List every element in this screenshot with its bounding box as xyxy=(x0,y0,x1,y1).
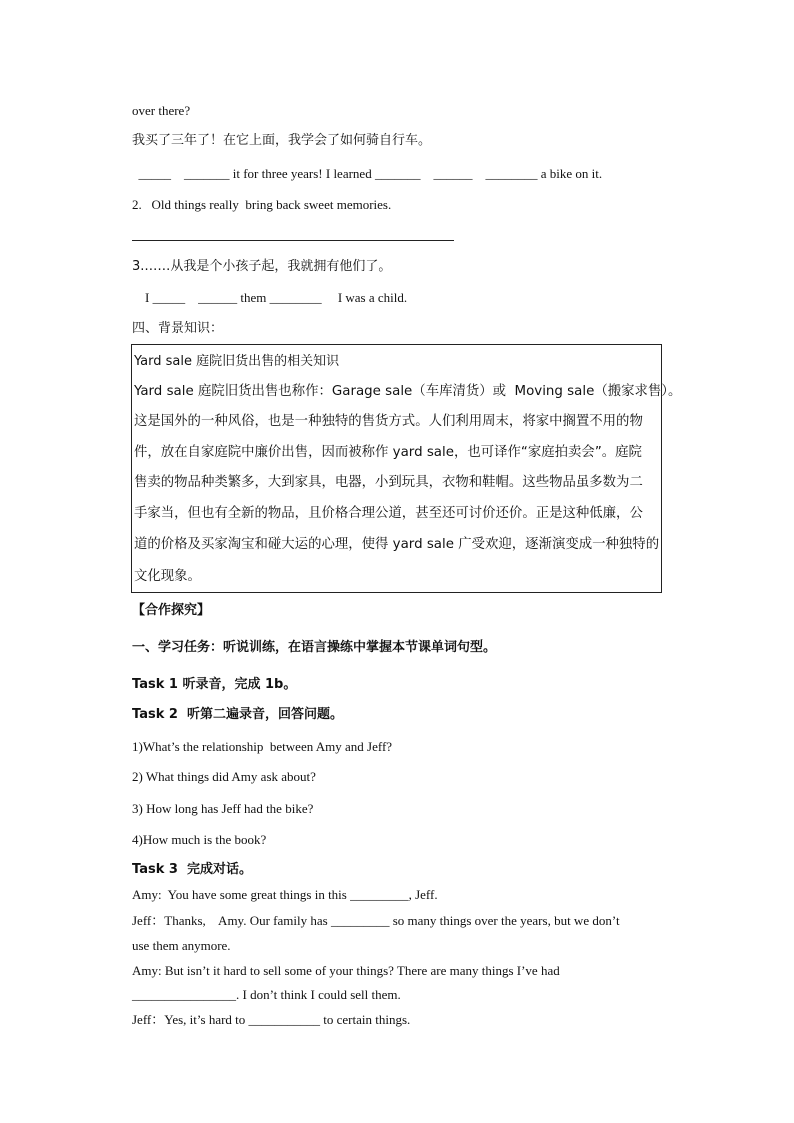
numbered-item: 2. Old things really bring back sweet memories. xyxy=(132,197,392,212)
box-line: 售卖的物品种类繁多，大到家具，电器，小到玩具，衣物和鞋帽。这些物品虽多数为二 xyxy=(134,475,643,490)
section-heading: 【合作探究】 xyxy=(132,603,211,618)
background-info-box xyxy=(131,344,682,593)
chinese-sentence: 我买了三年了！在它上面，我学会了如何骑自行车。 xyxy=(132,133,432,148)
box-line: 文化现象。 xyxy=(134,569,201,584)
box-line: 道的价格及买家淘宝和碰大运的心理，使得 yard sale 广受欢迎，逐渐演变成一种独特的 xyxy=(134,537,660,552)
task-3: Task 3 完成对话。 xyxy=(132,862,252,877)
dialogue-line: ________________. I don’t think I could sell them. xyxy=(132,987,401,1002)
task-1: Task 1 听录音，完成 1b。 xyxy=(132,677,297,692)
box-line: 手家当，但也有全新的物品，且价格合理公道，甚至还可讨价还价。正是这种低廉，公 xyxy=(134,506,643,521)
fill-in-blank-line: _____ _______ it for three years! I learned _______ ______ ________ a bike on it. xyxy=(132,166,603,181)
text-line: over there? xyxy=(132,103,191,118)
fill-in-blank-line: I _____ ______ them ________ I was a child. xyxy=(132,290,408,305)
box-title: Yard sale 庭院旧货出售的相关知识 xyxy=(134,354,340,369)
chinese-sentence: 3.……从我是个小孩子起，我就拥有他们了。 xyxy=(132,259,392,274)
question-1: 1)What’s the relationship between Amy and Jeff? xyxy=(132,739,393,754)
dialogue-line: use them anymore. xyxy=(132,938,231,953)
question-3: 3) How long has Jeff had the bike? xyxy=(132,801,314,816)
dialogue-line: Jeff：Thanks, Amy. Our family has _________ so many things over the years, but we don’t xyxy=(132,913,620,928)
box-line: 件，放在自家庭院中廉价出售，因而被称作 yard sale，也可译作“家庭拍卖会”。庭院 xyxy=(134,445,642,460)
section-heading: 四、背景知识： xyxy=(132,321,224,336)
box-line: Yard sale 庭院旧货出售也称作：Garage sale（车库清货）或 Moving sale（搬家求售）。 xyxy=(134,384,682,399)
box-line: 这是国外的一种风俗，也是一种独特的售货方式。人们利用周末，将家中搁置不用的物 xyxy=(134,414,643,429)
answer-line xyxy=(132,240,454,241)
task-title: 一、学习任务：听说训练，在语言操练中掌握本节课单词句型。 xyxy=(132,640,497,655)
dialogue-line: Jeff：Yes, it’s hard to ___________ to certain things. xyxy=(132,1012,411,1027)
dialogue-line: Amy: But isn’t it hard to sell some of your things? There are many things I’ve had xyxy=(132,963,560,978)
question-4: 4)How much is the book? xyxy=(132,832,267,847)
question-2: 2) What things did Amy ask about? xyxy=(132,769,316,784)
task-2: Task 2 听第二遍录音，回答问题。 xyxy=(132,707,343,722)
dialogue-line: Amy: You have some great things in this _________, Jeff. xyxy=(132,887,438,902)
